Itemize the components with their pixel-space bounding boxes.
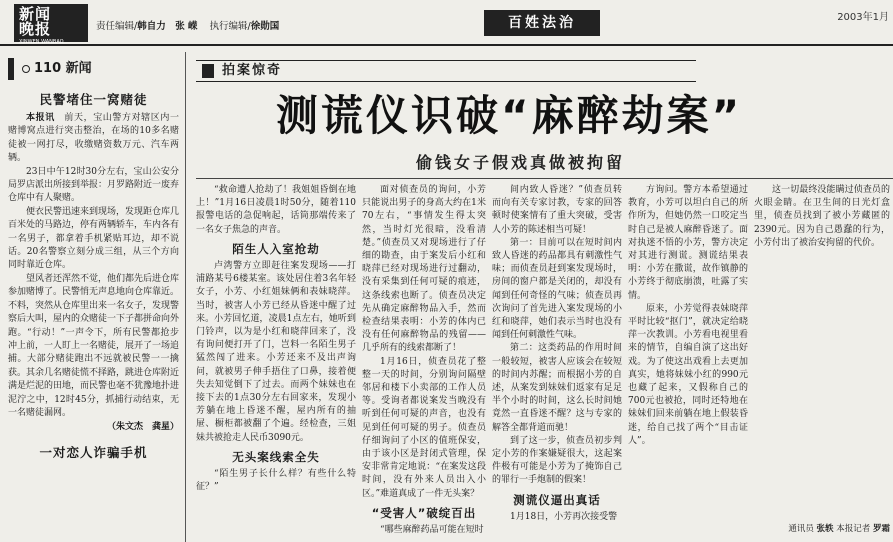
main-subheadline: 偷钱女子假戏真做被拘留 bbox=[416, 153, 626, 172]
main-article bbox=[196, 52, 893, 542]
left-headline: 民警堵住一窝赌徒 bbox=[39, 92, 148, 107]
article-column-2 bbox=[362, 184, 486, 542]
column-tag-label: 110 新闻 bbox=[34, 61, 92, 76]
subheading-victim bbox=[362, 507, 486, 520]
editor-label: 责任编辑 bbox=[96, 21, 135, 32]
credit-label: 本报记者 bbox=[836, 524, 871, 534]
left-paragraph: 便衣民警迅速来到现场，发现距仓库几百米处的马路边，停有两辆轿车，车内各有一名男子，都拿着手机紧贴耳边，却不说话。20名警察立刻分成三组，从三个方向同时靠近仓库。 bbox=[8, 206, 180, 271]
subheading-victim-rest: 破绽百出 bbox=[426, 505, 477, 520]
article-columns bbox=[196, 184, 893, 542]
article-paragraph: “陌生男子长什么样？有些什么特征？” bbox=[196, 469, 356, 493]
article-paragraph: 卢湾警方立即赶往案发现场——打浦路某号6楼某室。该处居住着3名年轻女子，小芳、小红姐妹俩和表妹晓萍。当时，被害人小芳已经从昏迷中醒了过来。小芳回忆道，凌晨1点左右，她听到门铃声，以为是小红和晓萍回来了，没有询问便打开了门，岂料一名陌生男子猛然闯了进来。小芳还来不及出声询问，就被男子伸手捂住了口鼻，接着便失去知觉倒下了过去。而两个妹妹也在接下去的1点30分左右回家来，发现小芳躺在地上昏迷不醒，屋内所有的抽屉、橱柜都被翻了个遍。经检查，三姐妹共被抢走人民币3090元。 bbox=[196, 261, 356, 443]
article-paragraph: 面对侦查员的询问，小芳只能说出男子的身高大约在1米70左右，“事情发生得太突然，当时灯光很暗，没看清楚。”侦查员又对现场进行了仔细的勘查，由于案发后小红和晓萍已经对现场进行过翻动，没有采集到任何可疑的痕迹，这条线索也断了。侦查员决定先从确定麻醉物品入手，然而检查结果表明：小芳的体内已没有任何麻醉物品的残留——几乎所有的线索都断了！ bbox=[362, 185, 486, 354]
logo-title: 新闻 晚报 bbox=[19, 5, 52, 38]
article-paragraph: 这一切最终没能瞒过侦查员的火眼金睛。在卫生间的日光灯盒里，侦查员找到了被小芳藏匿的2390元。因为自己愚蠢的行为，小芳付出了被治安拘留的代价。 bbox=[754, 185, 890, 248]
left-byline: （朱文杰 龚星） bbox=[106, 422, 179, 433]
article-paragraph: 第一：目前可以在短时间内致人昏迷的药品都具有刺激性气味；而侦查员赶到案发现场时，房间的窗户都是关闭的，却没有闻到任何奇怪的气味；侦查员再次询问了首先进入案发现场的小红和晓萍，她们表示当时也没有闻到任何刺激性气味。 bbox=[492, 237, 622, 341]
section-title: 百姓法治 bbox=[484, 10, 600, 36]
left-article-body bbox=[8, 112, 179, 435]
newspaper-logo bbox=[14, 4, 88, 45]
divider bbox=[196, 178, 893, 179]
article-paragraph: “哪些麻醉药品可能在短时 bbox=[380, 525, 484, 536]
article-paragraph: 第二：这类药品的作用时间一般较短，被害人应该会在较短的时间内苏醒；而根据小芳的自述，从案发到妹妹们返家有足足半个小时的时间，这么长时间她竟然一直昏迷不醒？这与专家的解答全都背道而驰！ bbox=[492, 343, 622, 433]
kicker-label: 拍案惊奇 bbox=[222, 63, 283, 78]
column-tag bbox=[8, 58, 179, 80]
article-paragraph: 到了这一步，侦查员初步判定小芳的作案嫌疑很大，这起案件极有可能是小芳为了掩饰自己的罪行一手炮制的假案！ bbox=[492, 435, 622, 486]
article-column-4 bbox=[628, 184, 748, 542]
article-paragraph: 1月16日，侦查员花了整整一天的时间，分别询问隔壁邻居和楼下小卖部的工作人员等。受询者都说案发当晚没有听到任何可疑的声音，也没有见到任何可疑的男子。侦查员仔细询问了小区的值班保安，由于该小区是封闭式管理，保安非常肯定地说：“在案发这段时间，没有外来人员出入小区。”难道真成了一件无头案？ bbox=[362, 356, 486, 499]
subheading-polygraph: 测谎仪逼出真话 bbox=[513, 492, 601, 507]
article-credit bbox=[754, 522, 890, 534]
subheading-stranger: 陌生人入室抢劫 bbox=[232, 241, 320, 256]
article-column-3 bbox=[492, 184, 622, 542]
left-paragraph: 23日中午12时30分左右，宝山公安分局罗店派出所接到举报：月罗路附近一废弃仓库中有人聚赌。 bbox=[8, 166, 180, 204]
lead-label: 本报讯 bbox=[26, 113, 55, 123]
logo-subtitle: XINWEN WANBAO bbox=[19, 39, 64, 45]
article-paragraph: 1月18日，小芳再次接受警 bbox=[510, 511, 618, 522]
exec-editor-label: 执行编辑 bbox=[209, 21, 248, 32]
masthead bbox=[0, 0, 893, 46]
article-paragraph: 间内致人昏迷？”侦查员转而向有关专家讨教，专家的回答顿时使案情有了重大突破，受害人小芳的陈述相当可疑！ bbox=[492, 185, 622, 235]
main-headline: 测谎仪识破“麻醉劫案” bbox=[276, 91, 743, 140]
left-paragraph: 望风者还浑然不觉，他们都先后进仓库参加赌博了。民警悄无声息地向仓库靠近。不料，突然从仓库里出来一名女子，发现警察后大叫，屋内的众赌徒一下子都拼命向外跑。“行动！”一声令下，所有民警都抢步冲上前，一人盯上一名赌徒，展开了一场追捕。大部分赌徒跑出不远就被民警一一擒获。其余几名赌徒慌不择路，跳进仓库附近满是烂泥的田地，而民警也毫不犹豫地扑进泥泞之中，12时45分，抓捕行动结束，无一名赌徒漏网。 bbox=[8, 273, 180, 418]
credit-name: 张轶 bbox=[816, 524, 834, 534]
article-column-5 bbox=[754, 184, 890, 542]
article-paragraph: 原来，小芳觉得表妹晓萍平时比较“抠门”，就决定给晓萍一次教训。小芳看电视里看来的情节，自编自演了这出好戏。为了使这出戏看上去更加真实，她将妹妹小红的990元也藏了起来，又假称自己的700元也被抢，同时还特地在妹妹们回来前躺在地上假装昏迷，给自己找了两个“目击证人”。 bbox=[628, 303, 748, 446]
article-paragraph: “救命遭人抢劫了！我姐姐昏倒在地上！”1月16日凌晨1时50分，随着110报警电话的急促响起，话筒那端传来了一名女子焦急的声音。 bbox=[196, 185, 356, 235]
credit-label: 通讯员 bbox=[788, 524, 814, 534]
editor-names: 韩自力 张 嵘 bbox=[137, 21, 198, 32]
article-paragraph: 方询问。警方本希望通过教育，小芳可以坦白自己的所作所为，但她仍然一口咬定当时自己是被人麻醉昏迷了。面对执迷不悟的小芳，警方决定对其进行测谎。测谎结果表明：小芳在撒谎，故作镇静的小芳终于彻底崩溃，吐露了实情。 bbox=[628, 185, 748, 301]
next-headline: 一对恋人诈骗手机 bbox=[39, 444, 148, 460]
issue-date: 2003年1月 bbox=[837, 12, 889, 23]
kicker-mark-icon bbox=[202, 64, 214, 78]
circle-icon bbox=[22, 65, 30, 73]
exec-editor-name: 徐勋国 bbox=[250, 21, 280, 32]
subheading-no-clue: 无头案线索全失 bbox=[232, 449, 320, 464]
left-news-column bbox=[8, 52, 186, 542]
left-lead bbox=[8, 112, 179, 166]
subheading-victim-quote: “受害人” bbox=[371, 505, 427, 520]
lead-text: 前天，宝山警方对辖区内一赌博窝点进行突击整治，在场的10多名赌徒被一网打尽，收缴赌资数万元、汽车两辆。 bbox=[8, 113, 179, 164]
editor-credits: 责任编辑/韩自力 张 嵘 执行编辑/徐勋国 bbox=[96, 21, 280, 32]
kicker-bar bbox=[196, 60, 696, 82]
article-column-1 bbox=[196, 184, 356, 542]
credit-name: 罗霜 bbox=[872, 524, 890, 534]
